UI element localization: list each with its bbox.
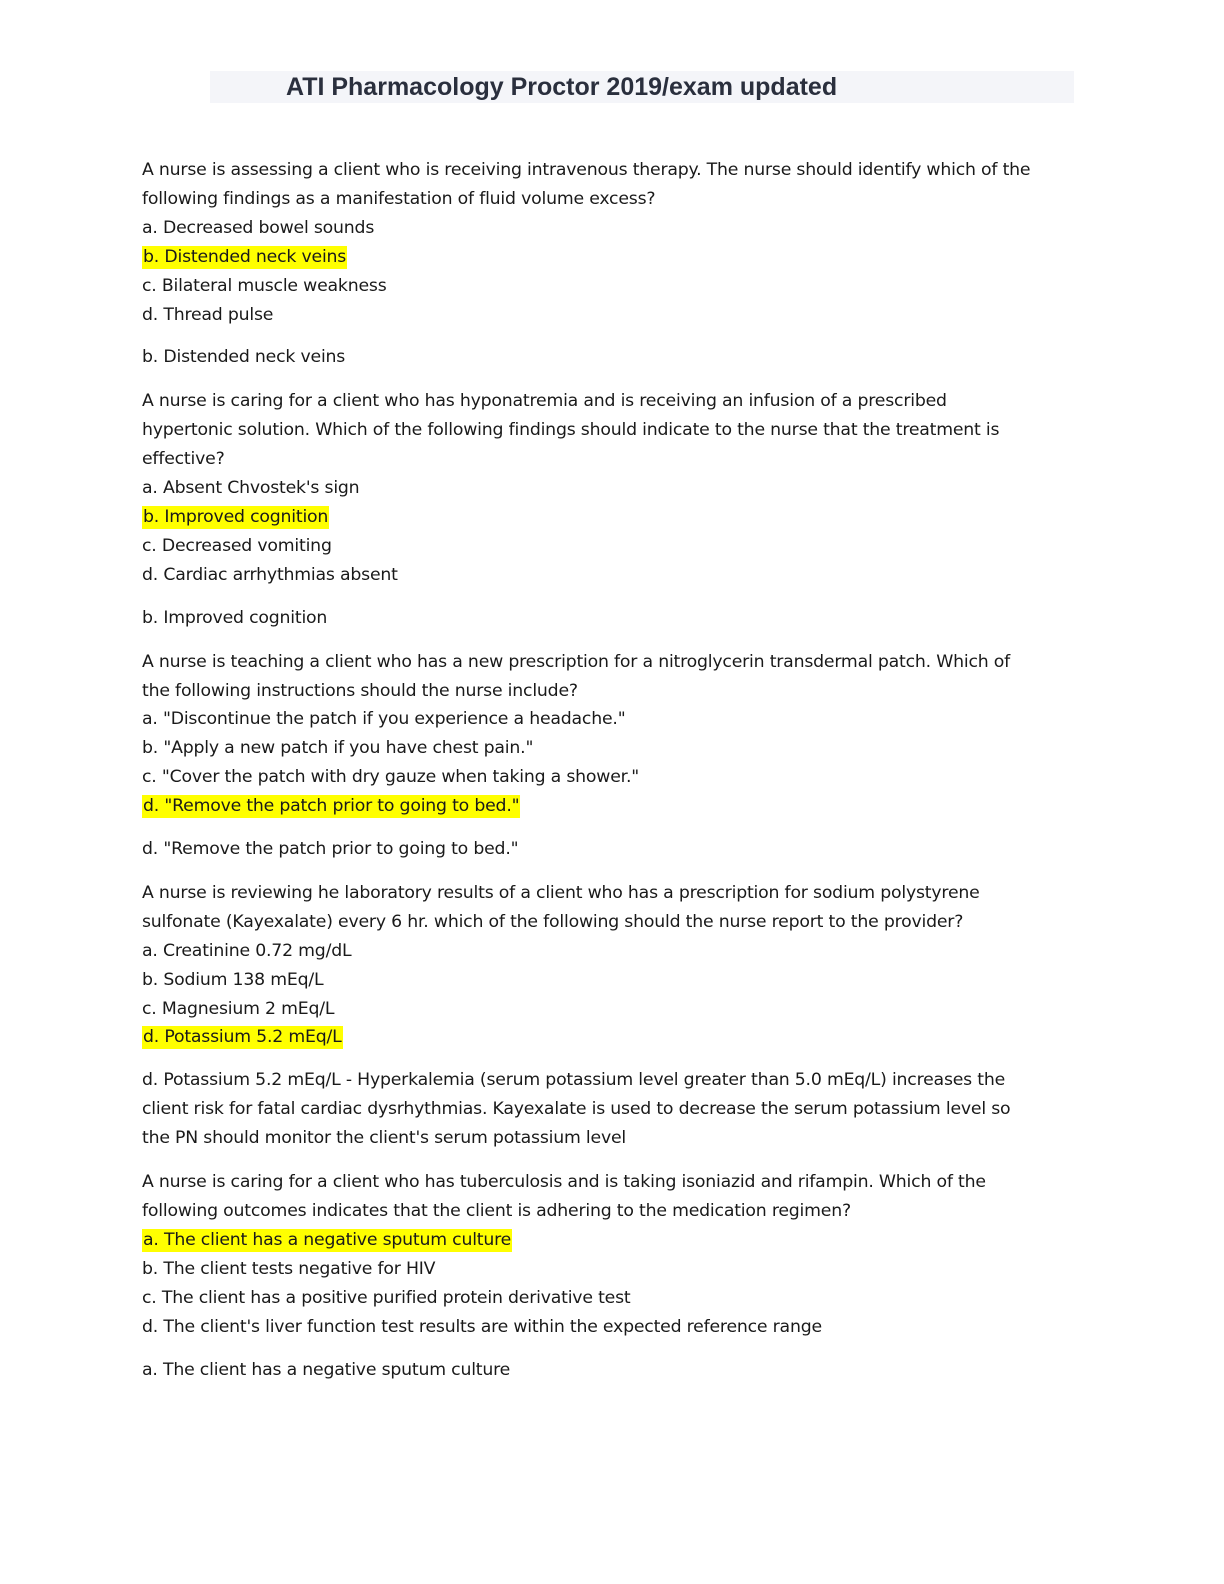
option-text: a. Creatinine 0.72 mg/dL <box>142 940 352 961</box>
question-list <box>142 156 1082 1399</box>
question-block <box>142 156 1082 372</box>
option-text: d. The client's liver function test results are within the expected reference range <box>142 1316 822 1337</box>
answer-explanation <box>142 835 1082 864</box>
highlighted-option-text: a. The client has a negative sputum culture <box>143 1229 512 1250</box>
answer-option <box>142 214 1082 243</box>
option-text: b. "Apply a new patch if you have chest pain." <box>142 738 534 759</box>
answer-option <box>142 705 1082 734</box>
question-stem-line: effective? <box>142 449 225 470</box>
option-text: c. "Cover the patch with dry gauze when taking a shower." <box>142 767 640 788</box>
answer-option <box>142 1226 1082 1255</box>
option-text: c. Magnesium 2 mEq/L <box>142 998 335 1019</box>
answer-option <box>142 243 1082 272</box>
answer-line: b. Distended neck veins <box>142 347 346 368</box>
option-text: b. The client tests negative for HIV <box>142 1258 436 1279</box>
question-block <box>142 387 1082 632</box>
answer-option <box>142 1284 1082 1313</box>
answer-explanation <box>142 1356 1082 1385</box>
highlighted-option-text: d. Potassium 5.2 mEq/L <box>143 1027 342 1048</box>
option-text: a. Absent Chvostek's sign <box>142 478 360 499</box>
option-text: d. Cardiac arrhythmias absent <box>142 564 398 585</box>
answer-option <box>142 792 1082 821</box>
answer-line: d. Potassium 5.2 mEq/L - Hyperkalemia (serum potassium level greater than 5.0 mEq/L) increases the <box>142 1070 1006 1091</box>
answer-explanation <box>142 343 1082 372</box>
answer-option <box>142 561 1082 590</box>
option-text: a. "Discontinue the patch if you experience a headache." <box>142 709 626 730</box>
question-stem-line: sulfonate (Kayexalate) every 6 hr. which of the following should the nurse report to the provider? <box>142 911 964 932</box>
document-title: ATI Pharmacology Proctor 2019/exam updated <box>286 73 838 101</box>
question-block <box>142 648 1082 864</box>
answer-option <box>142 734 1082 763</box>
question-stem-line: hypertonic solution. Which of the following findings should indicate to the nurse that the treatment is <box>142 420 1000 441</box>
question-block <box>142 879 1082 1153</box>
question-block <box>142 1168 1082 1384</box>
question-stem-line: A nurse is caring for a client who has tuberculosis and is taking isoniazid and rifampin. Which of the <box>142 1172 986 1193</box>
answer-option <box>142 995 1082 1024</box>
highlighted-option-text: b. Improved cognition <box>143 506 329 527</box>
answer-option <box>142 474 1082 503</box>
question-stem-line: the following instructions should the nurse include? <box>142 680 578 701</box>
answer-option <box>142 503 1082 532</box>
question-stem-line: A nurse is teaching a client who has a new prescription for a nitroglycerin transdermal patch. Which of <box>142 651 1011 672</box>
answer-option <box>142 532 1082 561</box>
highlighted-option-text: d. "Remove the patch prior to going to bed." <box>143 796 520 817</box>
option-text: b. Sodium 138 mEq/L <box>142 969 324 990</box>
answer-line: client risk for fatal cardiac dysrhythmias. Kayexalate is used to decrease the serum potassium level so <box>142 1099 1011 1120</box>
answer-option <box>142 301 1082 330</box>
answer-explanation <box>142 604 1082 633</box>
document-title-banner <box>210 71 1074 103</box>
answer-option <box>142 1313 1082 1342</box>
answer-explanation <box>142 1066 1082 1153</box>
option-text: c. The client has a positive purified protein derivative test <box>142 1287 631 1308</box>
answer-line: b. Improved cognition <box>142 607 328 628</box>
option-text: d. Thread pulse <box>142 304 274 325</box>
question-stem-line: A nurse is reviewing he laboratory results of a client who has a prescription for sodium polystyrene <box>142 882 980 903</box>
answer-option <box>142 937 1082 966</box>
option-text: c. Bilateral muscle weakness <box>142 275 387 296</box>
answer-line: d. "Remove the patch prior to going to bed." <box>142 839 519 860</box>
answer-line: a. The client has a negative sputum culture <box>142 1359 511 1380</box>
highlighted-option-text: b. Distended neck veins <box>143 246 347 267</box>
option-text: c. Decreased vomiting <box>142 535 332 556</box>
question-stem-line: A nurse is assessing a client who is receiving intravenous therapy. The nurse should identify which of the <box>142 160 1031 180</box>
answer-option <box>142 1255 1082 1284</box>
answer-line: the PN should monitor the client's serum potassium level <box>142 1128 627 1149</box>
question-stem-line: following findings as a manifestation of fluid volume excess? <box>142 188 656 209</box>
answer-option <box>142 763 1082 792</box>
answer-option <box>142 1023 1082 1052</box>
answer-option <box>142 966 1082 995</box>
answer-option <box>142 272 1082 301</box>
question-stem-line: following outcomes indicates that the client is adhering to the medication regimen? <box>142 1201 851 1221</box>
question-stem-line: A nurse is caring for a client who has hyponatremia and is receiving an infusion of a prescribed <box>142 391 947 412</box>
option-text: a. Decreased bowel sounds <box>142 217 375 238</box>
